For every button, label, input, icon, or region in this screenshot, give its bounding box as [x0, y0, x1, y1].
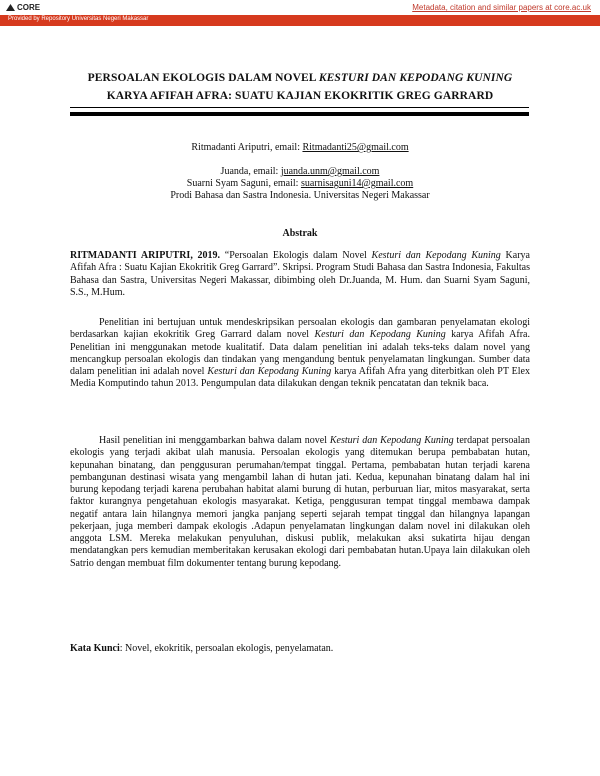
core-header-bar — [0, 0, 600, 28]
core-logo-icon — [6, 4, 15, 11]
author-1-name: Ritmadanti Ariputri, email: — [191, 142, 303, 153]
title-line-2: KARYA AFIFAH AFRA: SUATU KAJIAN EKOKRITIK GREG GARRARD — [106, 90, 494, 102]
author-3-email[interactable]: suarnisaguni14@gmail.com — [300, 178, 414, 189]
title-novel-name: KESTURI DAN KEPODANG KUNING — [318, 72, 513, 84]
p1-text-b: karya Afifah Afra. Penelitian ini menggunakan metode kualitatif. Data dalam penelitian ini adalah teks-teks dalam novel yang mencangkup persoalan ekologis dan tindakan yang mengandung bentuk penyelamatan lingkungan. Sumber data dalam penelitian ini adalah novel — [70, 329, 530, 377]
p1-text-c: karya Afifah Afra yang diterbitkan oleh PT Elex Media Komputindo tahun 2013. Pengumpulan data dilakukan dengan teknik pencatatan dan teknik baca. — [70, 366, 530, 390]
author-2-email[interactable]: juanda.unm@gmail.com — [280, 166, 380, 177]
provider-text: Provided by Repository Universitas Negeri Makassar — [8, 16, 149, 22]
keywords — [70, 643, 333, 654]
p1-novel-name-1: Kesturi dan Kepodang Kuning — [314, 329, 446, 341]
author-3 — [0, 178, 600, 189]
title-line-1-prefix: PERSOALAN EKOLOGIS DALAM NOVEL — [87, 72, 319, 84]
core-metadata-link[interactable]: Metadata, citation and similar papers at core.ac.uk — [412, 3, 591, 12]
abstract-paragraph-2 — [70, 435, 530, 570]
author-2 — [0, 166, 600, 177]
author-1 — [0, 142, 600, 153]
author-1-email[interactable]: Ritmadanti25@gmail.com — [302, 142, 409, 153]
citation-novel-name: Kesturi dan Kepodang Kuning — [371, 250, 501, 261]
p1-novel-name-2: Kesturi dan Kepodang Kuning — [207, 366, 332, 377]
p2-text-b: terdapat persoalan ekologis yang terjadi akibat ulah manusia. Persoalan ekologis yang ditemukan berupa pembabatan hutan, kepunahan binatang, dan penggusuran perumahan/tempat tinggal. Pertama, pembabatan hutan terjadi karena pembangunan destinasi wisata yang mengambil lahan di hutan jati. Kedua, kepunahan binatang dalam hal ini burung kepodang terjadi karena perubahan habitat alami burung di hutan, perburuan liar, mitos masyarakat, serta faktor kurangnya pengetahuan ekologis masyarakat. Ketiga, penggusuran tempat tinggal membawa dampak negatif antara lain hilangnya memori jangka panjang seperti sejarah tempat tinggal dan hilangnya lapangan pekerjaan, juga memberi dampak ekologis .Adapun penyelamatan lingkungan dalam novel ini dilakukan oleh anggota LSM. Mereka melakukan penyuluhan, diskusi publik, melakukan aksi sukatirta hijau dengan mendatangkan pers kemudian memberitakan kerusakan ekologi dari pembabatan hutan.Upaya lain dilakukan oleh Satrio dengan membuat film dokumenter tentang burung kepodang. — [70, 435, 530, 569]
author-2-name: Juanda, email: — [220, 166, 281, 177]
keywords-text: : Novel, ekokritik, persoalan ekologis, penyelamatan. — [119, 643, 334, 654]
title-rule-thick — [70, 112, 529, 116]
abstract-citation — [70, 250, 530, 299]
p1-text-a: Penelitian ini bertujuan untuk mendeskripsikan persoalan ekologis dan gambaran penyelamatan ekologi berdasarkan kajian ekokritik Greg Garrard dalam novel — [70, 317, 530, 341]
core-logo[interactable] — [6, 3, 40, 12]
p2-novel-name: Kesturi dan Kepodang Kuning — [329, 435, 454, 446]
title-line-1 — [60, 72, 540, 84]
citation-part-1: “Persoalan Ekologis dalam Novel — [220, 250, 372, 261]
abstract-heading: Abstrak — [282, 228, 318, 239]
citation-part-2: Karya Afifah Afra : Suatu Kajian Ekokritik Greg Garrard”. Skripsi. Program Studi Bahasa dan Sastra Indonesia, Fakultas Bahasa dan Sastra, Universitas Negeri Makassar, dibimbing oleh Dr.Juanda, M. Hum. dan Suarni Syam Saguni, S.S., M.Hum. — [70, 250, 530, 298]
title-rule-thin — [70, 107, 529, 108]
author-3-name: Suarni Syam Saguni, email: — [186, 178, 301, 189]
abstract-paragraph-1 — [70, 317, 530, 391]
provider-strip — [0, 15, 600, 26]
core-logo-text: CORE — [17, 3, 41, 12]
keywords-label: Kata Kunci — [70, 643, 120, 654]
affiliation: Prodi Bahasa dan Sastra Indonesia. Universitas Negeri Makassar — [170, 190, 430, 201]
citation-author: RITMADANTI ARIPUTRI, 2019. — [70, 250, 221, 261]
p2-text-a: Hasil penelitian ini menggambarkan bahwa dalam novel — [99, 435, 330, 446]
